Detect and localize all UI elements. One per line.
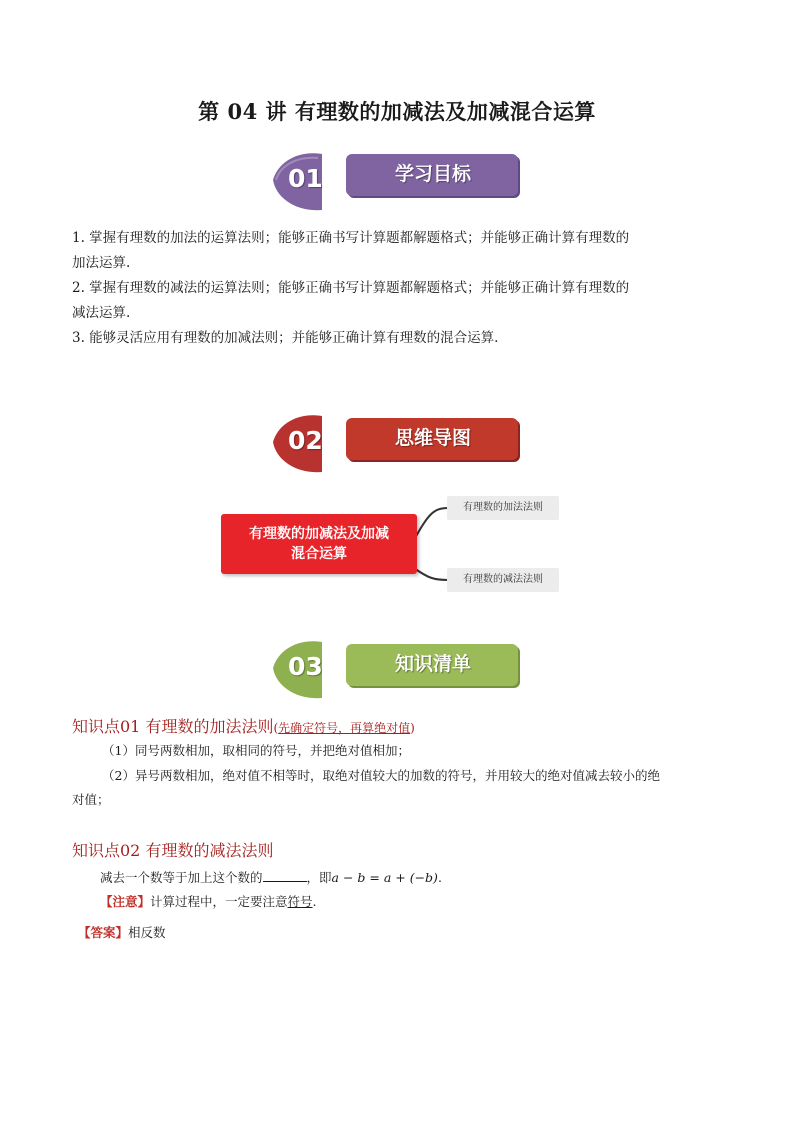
mindmap-branch-subtraction: 有理数的减法法则 — [447, 568, 559, 592]
section-banner-objectives — [270, 152, 522, 212]
kp2-formula: a − b = a + (−b) — [331, 870, 438, 885]
kp-note-open: ( — [273, 721, 279, 735]
page-title: 第 04 讲 有理数的加减法及加减混合运算 — [198, 99, 596, 124]
objective-line: 减法运算. — [72, 305, 131, 321]
answer-blank — [263, 868, 307, 882]
knowledge-point-2-heading: 知识点02 有理数的减法法则 — [72, 841, 274, 860]
objective-line: 加法运算. — [72, 255, 131, 271]
section-number: 01 — [288, 164, 323, 193]
kp2-rule-text: . — [437, 870, 442, 885]
mindmap-root-line: 有理数的加减法及加减 — [249, 526, 389, 542]
kp2-note — [100, 889, 317, 915]
mindmap-root-line: 混合运算 — [291, 546, 347, 562]
kp1-rule-2: （2）异号两数相加，绝对值不相等时，取绝对值较大的加数的符号，并用较大的绝对值减去较小的绝 — [102, 768, 660, 783]
section-banner-mindmap — [270, 414, 522, 474]
kp2-rule — [100, 865, 442, 891]
kp2-rule-text: 减去一个数等于加上这个数的 — [100, 870, 263, 885]
kp-note: 先确定符号，再算绝对值 — [278, 721, 411, 735]
mindmap-root — [221, 514, 417, 574]
objective-line: 1. 掌握有理数的加法的运算法则；能够正确书写计算题都解题格式；并能够正确计算有理数的 — [72, 230, 630, 246]
note-keyword: 符号 — [287, 894, 313, 909]
kp-note-close: ) — [410, 721, 415, 735]
note-tag: 【注意】 — [100, 894, 151, 909]
section-label: 知识清单 — [394, 653, 471, 675]
knowledge-point-1-heading — [72, 714, 415, 737]
answer-text: 相反数 — [128, 925, 166, 940]
section-label: 思维导图 — [394, 427, 471, 449]
section-label: 学习目标 — [394, 163, 471, 185]
answer-tag: 【答案】 — [78, 925, 129, 940]
note-text: . — [312, 894, 317, 909]
objective-line: 2. 掌握有理数的减法的运算法则；能够正确书写计算题都解题格式；并能够正确计算有理数的 — [72, 280, 630, 296]
section-number: 02 — [288, 426, 323, 455]
mindmap-branch-addition: 有理数的加法法则 — [447, 496, 559, 520]
kp2-rule-text: ，即 — [306, 870, 332, 885]
objectives-list — [72, 226, 732, 351]
kp-title: 知识点01 有理数的加法法则 — [72, 717, 274, 736]
kp2-answer — [78, 920, 166, 946]
objective-line: 3. 能够灵活应用有理数的加减法则；并能够正确计算有理数的混合运算. — [72, 330, 499, 346]
section-number: 03 — [288, 652, 323, 681]
note-text: 计算过程中，一定要注意 — [150, 894, 288, 909]
section-banner-knowledge — [270, 640, 522, 700]
kp1-rule-2-cont: 对值； — [72, 792, 110, 807]
kp1-rule-1: （1）同号两数相加，取相同的符号，并把绝对值相加； — [102, 743, 410, 758]
